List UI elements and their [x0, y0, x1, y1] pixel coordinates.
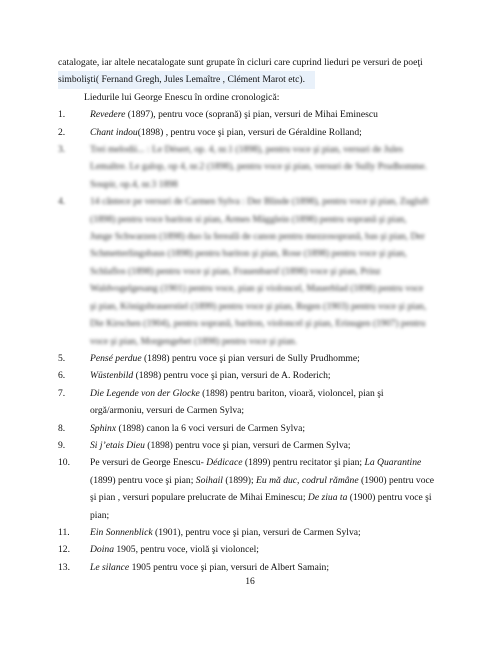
item-line: voce şi pian, Morgengebet (1898) pentru voce şi pian. — [90, 335, 298, 347]
list-item — [58, 541, 444, 558]
list-item — [58, 559, 444, 576]
item-text: (1898) pentru voce şi pian versuri de Sully Prudhomme; — [141, 352, 360, 364]
list-item — [58, 350, 444, 367]
item-number: 12. — [58, 544, 70, 556]
item-title: Le silance — [90, 561, 130, 573]
list-heading: Liedurile lui George Enescu în ordine cronologică: — [84, 91, 280, 103]
item-number: 10. — [58, 457, 70, 469]
item-title: Wüstenbild — [90, 370, 134, 382]
intro-line-1: catalogate, iar altele necatalogate sunt grupate în cicluri care cuprind lieduri pe versuri de poeţi — [58, 57, 423, 68]
item-title: Revedere — [90, 109, 126, 121]
item-line: Soupir, op.4, nr.3 1898 — [90, 178, 178, 190]
item-title: La Quarantine — [364, 457, 422, 469]
item-number: 7. — [58, 387, 66, 399]
item-line — [90, 489, 444, 506]
item-number: 4. — [58, 196, 66, 208]
item-line: Schmetterlingsbaus (1898) pentru bariton şi pian, Rose (1898) pentru voce şi pian, — [90, 248, 407, 260]
item-title: Dédicace — [206, 457, 243, 469]
list-item — [58, 454, 444, 524]
item-text: (1901), pentru voce şi pian, versuri de Carmen Sylva; — [152, 526, 361, 538]
item-number: 2. — [58, 126, 66, 138]
item-number: 3. — [58, 144, 66, 156]
item-title: Die Legende von der Glocke — [90, 387, 200, 399]
item-title: Ein Sonnenblick — [90, 526, 153, 538]
item-number: 11. — [58, 526, 70, 538]
item-number: 8. — [58, 422, 66, 434]
item-title: Soihail — [195, 474, 223, 486]
item-text: (1898) pentru voce şi pian, versuri de A. Roderich; — [133, 370, 331, 382]
list-item — [58, 385, 444, 420]
list-item-blurred — [58, 141, 444, 193]
item-title: Eu mă duc, codrul rămâne — [256, 474, 359, 486]
list-item — [58, 524, 444, 541]
item-text: (1898) , pentru voce şi pian, versuri de Géraldine Rolland; — [137, 126, 362, 138]
item-line: pian; — [90, 509, 110, 521]
item-number: 13. — [58, 561, 70, 573]
item-text: Pe versuri de George Enescu- — [90, 457, 207, 469]
item-title: Si j’etais Dieu — [90, 439, 145, 451]
item-text: (1899) pentru voce şi pian; — [90, 474, 196, 486]
item-line: Die Legende von der Glocke (1898) pentru bariton, vioară, violoncel, pian şi — [90, 387, 384, 399]
item-text: (1900) pentru voce şi — [347, 492, 432, 504]
item-title: Chant indou — [90, 126, 138, 138]
item-line — [90, 472, 444, 489]
item-text: (1899); — [222, 474, 257, 486]
item-line: orgă/armoniu, versuri de Carmen Sylva; — [90, 405, 245, 417]
list-item — [58, 437, 444, 454]
item-title: Pensé perdue — [90, 352, 142, 364]
item-line: Junge Schwarzen (1898) duo la fereală de canon pentru mezzosoprană, bas şi pian, Der — [90, 231, 425, 243]
item-line: Waldvogelgesang (1901) pentru voce, pian şi violoncel, Mauerblad (1898) pentru voce — [90, 283, 424, 295]
item-text: (1899) pentru recitator şi pian; — [242, 457, 365, 469]
item-line: şi pian, Königsbrauerstiel (1899) pentru voce şi pian, Regen (1903) pentru voce şi pian, — [90, 300, 427, 312]
item-text: 1905, pentru voce, violă şi violoncel; — [113, 544, 259, 556]
item-line: Die Kirschen (1904), pentru soprană, bariton, violoncel şi pian, Erinugen (1907) pentru — [90, 318, 426, 330]
item-title: Sphinx — [90, 422, 117, 434]
item-number: 6. — [58, 370, 66, 382]
item-line — [90, 454, 444, 471]
intro-line-2: simbolişti( Fernand Gregh, Jules Lemaître , Clément Marot etc). — [58, 71, 315, 88]
item-number: 5. — [58, 352, 66, 364]
item-text: (1898) pentru voce şi pian, versuri de Carmen Sylva; — [144, 439, 351, 451]
text-block — [58, 54, 444, 576]
item-line: 14 cântece pe versuri de Carmen Sylva : Der Blinde (1898), pentru voce şi pian, Zugluft — [90, 196, 429, 208]
list-item — [58, 367, 444, 384]
item-text: şi pian , versuri populare prelucrate de Mihai Eminescu; — [90, 492, 308, 504]
item-title: Doina — [90, 544, 114, 556]
list-item — [58, 420, 444, 437]
item-text: (1900) pentru voce — [358, 474, 435, 486]
list-item-blurred — [58, 193, 444, 350]
list-item — [58, 106, 444, 123]
item-title: De ziua ta — [307, 492, 348, 504]
item-line: Lemaître. Le galop, op 4, nr.2 (1898), pentru voce şi pian, versuri de Sully Prudhomme. — [90, 161, 428, 173]
item-line: Trei melodii... : Le Désert, op. 4, nr.1 (1898), pentru voce şi pian, versuri de Jules — [90, 144, 403, 156]
item-text: 1905 pentru voce şi pian, versuri de Albert Samain; — [129, 561, 329, 573]
list-item — [58, 124, 444, 141]
item-number: 1. — [58, 109, 66, 121]
page-number: 16 — [245, 576, 255, 587]
item-line: (1898) pentru voce bariton si pian, Armes Mägglein (1898) pentru soprană şi pian, — [90, 213, 407, 225]
item-line: Schlaflos (1898) pentru voce şi pian, Frauenbarsf (1898) voce şi pian, Prinz — [90, 265, 381, 277]
item-text: (1898) canon la 6 voci versuri de Carmen Sylva; — [116, 422, 306, 434]
item-number: 9. — [58, 439, 66, 451]
item-text: (1897), pentru voce (soprană) şi pian, versuri de Mihai Eminescu — [125, 109, 378, 121]
